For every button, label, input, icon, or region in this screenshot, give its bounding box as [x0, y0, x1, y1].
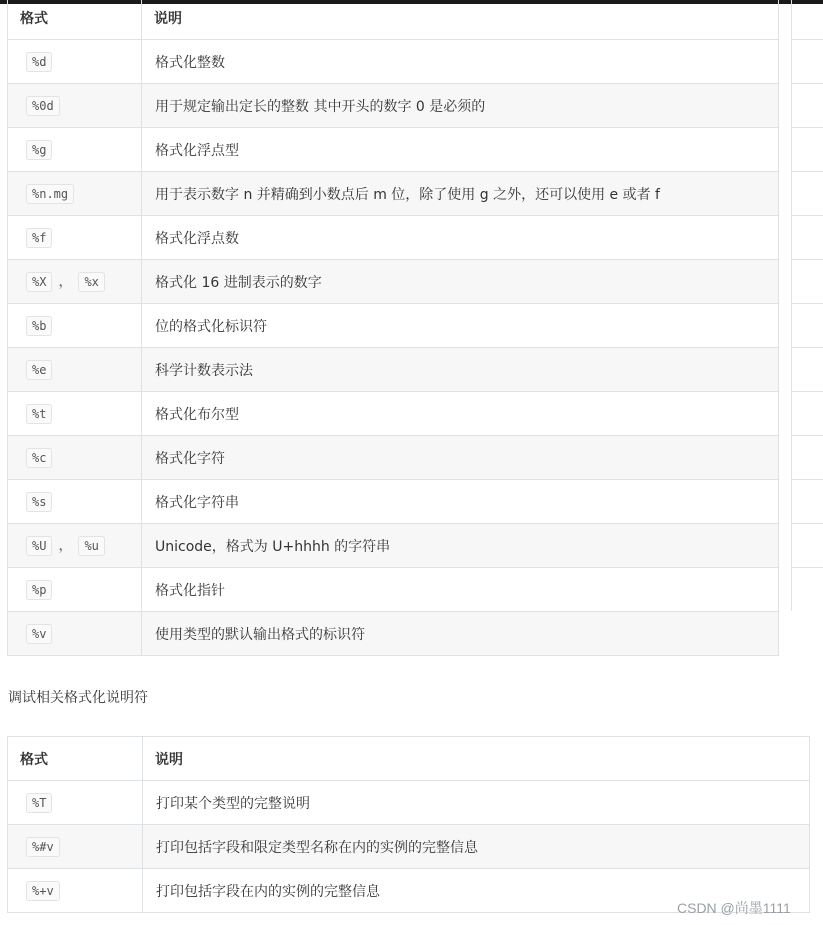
description-cell: 格式化字符 — [142, 436, 779, 480]
format-code: %X — [26, 272, 52, 292]
table-row — [8, 40, 779, 84]
format-code: %c — [26, 448, 52, 468]
table-row — [8, 480, 779, 524]
format-cell — [8, 172, 142, 216]
table-row — [8, 568, 779, 612]
format-cell — [8, 612, 142, 656]
format-code: %T — [26, 793, 52, 813]
description-cell: 格式化指针 — [142, 568, 779, 612]
adjacent-cell-edge — [791, 347, 823, 392]
format-cell — [8, 825, 143, 869]
description-cell: 打印包括字段在内的实例的完整信息 — [143, 869, 810, 913]
format-cell — [8, 568, 142, 612]
adjacent-cell-edge — [791, 259, 823, 304]
table-row — [8, 304, 779, 348]
format-code: %n.mg — [26, 184, 74, 204]
adjacent-cell-edge — [791, 127, 823, 172]
description-cell: 格式化布尔型 — [142, 392, 779, 436]
adjacent-cell-edge — [791, 391, 823, 436]
table-row — [8, 612, 779, 656]
format-code: %e — [26, 360, 52, 380]
debug-specifier-table — [7, 736, 810, 913]
description-cell: 用于规定输出定长的整数 其中开头的数字 0 是必须的 — [142, 84, 779, 128]
format-cell — [8, 216, 142, 260]
table-header-row — [8, 737, 810, 781]
table-row — [8, 781, 810, 825]
format-code: %+v — [26, 881, 60, 901]
description-cell: 格式化 16 进制表示的数字 — [142, 260, 779, 304]
table-row — [8, 172, 779, 216]
format-code: %g — [26, 140, 52, 160]
description-cell: 科学计数表示法 — [142, 348, 779, 392]
format-cell — [8, 260, 142, 304]
format-cell — [8, 84, 142, 128]
format-code: %u — [78, 536, 104, 556]
format-code: %s — [26, 492, 52, 512]
header-format: 格式 — [8, 0, 142, 40]
adjacent-cell-edge — [791, 435, 823, 480]
adjacent-cell-edge — [791, 303, 823, 348]
format-cell — [8, 781, 143, 825]
table-row — [8, 348, 779, 392]
adjacent-cell-edge — [791, 83, 823, 128]
table-row — [8, 260, 779, 304]
format-code: %d — [26, 52, 52, 72]
format-cell — [8, 304, 142, 348]
table-row — [8, 524, 779, 568]
format-cell — [8, 128, 142, 172]
description-cell: 用于表示数字 n 并精确到小数点后 m 位，除了使用 g 之外，还可以使用 e 或者 f — [142, 172, 779, 216]
code-separator: ， — [58, 274, 73, 290]
format-specifier-table — [7, 0, 779, 656]
description-cell: 格式化整数 — [142, 40, 779, 84]
code-separator: ， — [58, 538, 73, 554]
description-cell: 使用类型的默认输出格式的标识符 — [142, 612, 779, 656]
table-row — [8, 216, 779, 260]
table-row — [8, 84, 779, 128]
format-cell — [8, 40, 142, 84]
description-cell: Unicode，格式为 U+hhhh 的字符串 — [142, 524, 779, 568]
table-row — [8, 436, 779, 480]
adjacent-cell-edge — [791, 479, 823, 524]
adjacent-cell-edge — [791, 171, 823, 216]
description-cell: 位的格式化标识符 — [142, 304, 779, 348]
format-code: %U — [26, 536, 52, 556]
table-row — [8, 128, 779, 172]
table-row — [8, 392, 779, 436]
description-cell: 格式化浮点数 — [142, 216, 779, 260]
format-cell — [8, 348, 142, 392]
csdn-watermark: CSDN @尚墨1111 — [677, 900, 791, 916]
format-code: %f — [26, 228, 52, 248]
description-cell: 打印包括字段和限定类型名称在内的实例的完整信息 — [143, 825, 810, 869]
format-code: %x — [78, 272, 104, 292]
format-cell — [8, 869, 143, 913]
table-row — [8, 825, 810, 869]
format-cell — [8, 392, 142, 436]
format-code: %p — [26, 580, 52, 600]
format-cell — [8, 524, 142, 568]
format-code: %t — [26, 404, 52, 424]
format-cell — [8, 436, 142, 480]
header-description: 说明 — [142, 0, 779, 40]
adjacent-cell-edge — [791, 215, 823, 260]
description-cell: 打印某个类型的完整说明 — [143, 781, 810, 825]
format-cell — [8, 480, 142, 524]
adjacent-cell-edge — [791, 523, 823, 568]
format-code: %0d — [26, 96, 60, 116]
header-description: 说明 — [143, 737, 810, 781]
description-cell: 格式化字符串 — [142, 480, 779, 524]
header-format: 格式 — [8, 737, 143, 781]
adjacent-cell-edge — [791, 567, 823, 611]
format-code: %v — [26, 624, 52, 644]
adjacent-cell-edge — [791, 0, 823, 40]
description-cell: 格式化浮点型 — [142, 128, 779, 172]
format-code: %#v — [26, 837, 60, 857]
adjacent-cell-edge — [791, 39, 823, 84]
section-heading: 调试相关格式化说明符 — [8, 690, 148, 706]
table-header-row — [8, 0, 779, 40]
format-code: %b — [26, 316, 52, 336]
